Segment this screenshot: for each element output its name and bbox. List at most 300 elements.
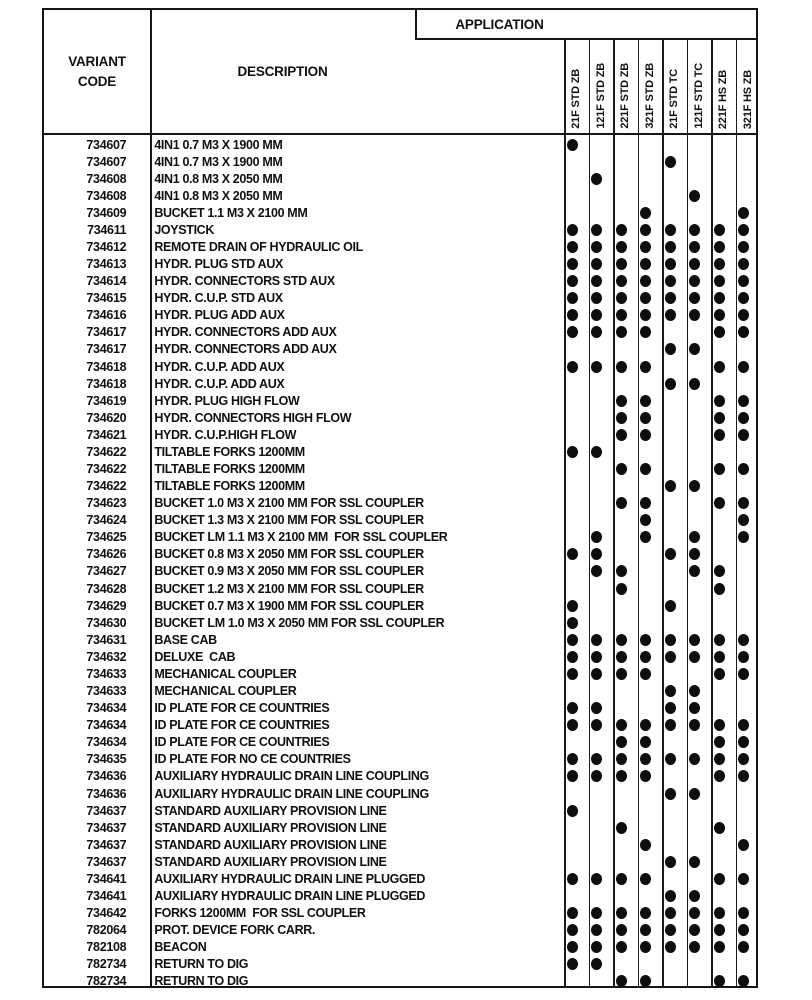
table-row: [44, 939, 756, 956]
description-cell: PROT. DEVICE FORK CARR.: [154, 923, 316, 938]
application-dot: [640, 429, 651, 441]
application-dot: [738, 275, 749, 287]
application-dot: [616, 736, 627, 748]
table-row: [44, 358, 756, 375]
application-dot: [640, 651, 651, 663]
application-dot: [616, 412, 627, 424]
application-dot: [738, 429, 749, 441]
description-cell: HYDR. CONNECTORS ADD AUX: [154, 325, 337, 340]
application-dot: [591, 258, 602, 270]
description-cell: AUXILIARY HYDRAULIC DRAIN LINE COUPLING: [154, 786, 429, 801]
application-dot: [640, 941, 651, 953]
variant-code-cell: 734641: [86, 871, 127, 886]
application-dot: [738, 719, 749, 731]
application-dot: [689, 480, 700, 492]
table-row: [44, 580, 756, 597]
application-dot: [689, 190, 700, 202]
application-dot: [738, 770, 749, 782]
variant-application-table: [42, 8, 758, 988]
variant-code-cell: 734642: [86, 906, 127, 921]
table-row: [44, 153, 756, 170]
application-dot: [738, 224, 749, 236]
application-dot: [640, 907, 651, 919]
application-dot: [689, 634, 700, 646]
application-dot: [616, 565, 627, 577]
table-row: [44, 512, 756, 529]
application-dot: [591, 309, 602, 321]
description-cell: AUXILIARY HYDRAULIC DRAIN LINE COUPLING: [154, 769, 429, 784]
application-dot: [616, 770, 627, 782]
table-row: [44, 683, 756, 700]
application-dot: [665, 548, 676, 560]
application-dot: [714, 309, 725, 321]
description-cell: MECHANICAL COUPLER: [154, 684, 297, 699]
application-dot: [616, 326, 627, 338]
description-cell: RETURN TO DIG: [154, 957, 249, 972]
application-dot: [714, 941, 725, 953]
table-row: [44, 751, 756, 768]
description-header: [150, 10, 415, 133]
application-dot: [567, 668, 578, 680]
application-dot: [567, 873, 578, 885]
application-dot: [738, 839, 749, 851]
application-dot: [591, 548, 602, 560]
table-row: [44, 256, 756, 273]
application-dot: [640, 207, 651, 219]
application-dot: [665, 275, 676, 287]
application-dot: [714, 292, 725, 304]
application-dot: [689, 702, 700, 714]
table-row: [44, 273, 756, 290]
table-row: [44, 563, 756, 580]
application-dot: [616, 395, 627, 407]
variant-code-cell: 734624: [86, 513, 127, 528]
variant-code-cell: 734633: [86, 684, 127, 699]
application-column-header: [711, 40, 736, 133]
application-dot: [591, 275, 602, 287]
application-dot: [738, 207, 749, 219]
application-dot: [665, 241, 676, 253]
application-column-header: [736, 40, 761, 133]
description-header-label: DESCRIPTION: [237, 64, 328, 79]
application-dot: [640, 736, 651, 748]
description-cell: HYDR. PLUG HIGH FLOW: [154, 393, 300, 408]
application-dot: [616, 907, 627, 919]
application-column-label: 121F STD TC: [692, 63, 705, 129]
variant-code-cell: 734634: [86, 701, 127, 716]
application-dot: [738, 668, 749, 680]
application-dot: [665, 480, 676, 492]
table-row: [44, 819, 756, 836]
application-column-header: [638, 40, 663, 133]
application-dot: [689, 241, 700, 253]
application-column-label: 221F HS ZB: [717, 69, 730, 129]
application-dot: [738, 514, 749, 526]
application-dot: [591, 361, 602, 373]
application-dot: [567, 139, 578, 151]
application-dot: [714, 753, 725, 765]
application-dot: [640, 839, 651, 851]
application-dot: [665, 685, 676, 697]
application-column-gridline: [662, 40, 664, 986]
application-dot: [567, 241, 578, 253]
table-row: [44, 529, 756, 546]
application-dot: [714, 395, 725, 407]
application-dot: [689, 753, 700, 765]
application-dot: [567, 805, 578, 817]
description-cell: BUCKET 0.8 M3 X 2050 MM FOR SSL COUPLER: [154, 547, 424, 562]
description-cell: FORKS 1200MM FOR SSL COUPLER: [154, 906, 366, 921]
variant-code-cell: 734637: [86, 803, 127, 818]
variant-code-cell: 734607: [86, 137, 127, 152]
table-row: [44, 290, 756, 307]
variant-code-header-line2: CODE: [77, 73, 117, 89]
application-dot: [640, 719, 651, 731]
application-dot: [591, 326, 602, 338]
application-dot: [591, 173, 602, 185]
variant-code-cell: 782064: [86, 923, 127, 938]
description-cell: ID PLATE FOR CE COUNTRIES: [154, 735, 330, 750]
application-dot: [567, 309, 578, 321]
variant-code-cell: 734620: [86, 410, 127, 425]
variant-code-cell: 734608: [86, 171, 127, 186]
application-dot: [640, 224, 651, 236]
application-dot: [591, 958, 602, 970]
application-column-gridline: [589, 40, 591, 986]
application-dot: [591, 873, 602, 885]
application-dot: [714, 275, 725, 287]
application-dot: [714, 412, 725, 424]
application-dot: [640, 924, 651, 936]
description-cell: HYDR. PLUG STD AUX: [154, 257, 283, 272]
application-dot: [616, 668, 627, 680]
variant-code-cell: 734611: [87, 222, 127, 237]
application-dot: [714, 326, 725, 338]
table-row: [44, 853, 756, 870]
application-dot: [738, 941, 749, 953]
application-dot: [665, 224, 676, 236]
application-header-label: APPLICATION: [455, 16, 544, 32]
variant-code-cell: 734617: [86, 342, 127, 357]
application-column-label: 321F STD ZB: [643, 63, 656, 129]
application-dot: [689, 890, 700, 902]
application-dot: [591, 668, 602, 680]
table-row: [44, 307, 756, 324]
variant-code-cell: 734623: [86, 496, 127, 511]
variant-code-cell: 734609: [86, 205, 127, 220]
application-dot: [640, 275, 651, 287]
application-dot: [665, 924, 676, 936]
table-row: [44, 665, 756, 682]
application-dot: [665, 343, 676, 355]
application-dot: [738, 497, 749, 509]
application-dot: [665, 702, 676, 714]
table-row: [44, 375, 756, 392]
variant-code-header: [44, 10, 150, 133]
description-cell: BEACON: [154, 940, 207, 955]
application-dot: [567, 907, 578, 919]
application-dot: [714, 361, 725, 373]
application-dot: [689, 924, 700, 936]
application-dot: [640, 309, 651, 321]
application-dot: [689, 378, 700, 390]
application-dot: [689, 856, 700, 868]
table-row: [44, 136, 756, 153]
table-row: [44, 956, 756, 973]
table-row: [44, 648, 756, 665]
application-column-label: 21F STD TC: [668, 69, 681, 129]
application-column-gridline: [687, 40, 689, 986]
application-dot: [567, 651, 578, 663]
application-dot: [616, 634, 627, 646]
application-dot: [689, 651, 700, 663]
application-dot: [665, 378, 676, 390]
application-dot: [567, 617, 578, 629]
description-cell: TILTABLE FORKS 1200MM: [154, 479, 305, 494]
description-cell: HYDR. C.U.P.HIGH FLOW: [154, 427, 297, 442]
application-dot: [567, 719, 578, 731]
description-cell: ID PLATE FOR NO CE COUNTRIES: [154, 752, 351, 767]
table-row: [44, 768, 756, 785]
application-dot: [616, 753, 627, 765]
description-cell: 4IN1 0.8 M3 X 2050 MM: [154, 171, 283, 186]
description-cell: JOYSTICK: [154, 222, 215, 237]
application-dot: [640, 326, 651, 338]
application-dot: [640, 873, 651, 885]
application-dot: [640, 361, 651, 373]
table-row: [44, 238, 756, 255]
variant-code-cell: 734622: [86, 444, 127, 459]
application-dot: [714, 736, 725, 748]
application-dot: [714, 668, 725, 680]
application-dot: [591, 941, 602, 953]
application-dot: [714, 258, 725, 270]
application-dot: [738, 412, 749, 424]
application-dot: [591, 924, 602, 936]
application-dot: [738, 309, 749, 321]
application-dot: [714, 975, 725, 987]
variant-code-cell: 734635: [86, 752, 127, 767]
variant-code-cell: 734618: [86, 359, 127, 374]
table-body: [44, 136, 756, 989]
description-cell: ID PLATE FOR CE COUNTRIES: [154, 701, 330, 716]
application-header-box: [415, 10, 758, 40]
application-column-label: 21F STD ZB: [570, 69, 583, 129]
application-dot: [665, 634, 676, 646]
description-cell: RETURN TO DIG: [154, 974, 249, 989]
application-dot: [567, 941, 578, 953]
variant-code-cell: 734622: [86, 462, 127, 477]
application-dot: [616, 275, 627, 287]
application-dot: [714, 463, 725, 475]
application-dot: [616, 241, 627, 253]
table-row: [44, 597, 756, 614]
variant-code-cell: 734621: [86, 427, 127, 442]
table-row: [44, 187, 756, 204]
application-dot: [640, 395, 651, 407]
application-dot: [640, 770, 651, 782]
application-dot: [714, 924, 725, 936]
application-dot: [665, 292, 676, 304]
variant-code-cell: 734633: [86, 666, 127, 681]
application-dot: [640, 258, 651, 270]
application-dot: [591, 651, 602, 663]
application-dot: [738, 975, 749, 987]
application-dot: [665, 941, 676, 953]
variant-code-cell: 734615: [86, 291, 127, 306]
application-dot: [616, 224, 627, 236]
variant-code-cell: 734632: [86, 649, 127, 664]
application-dot: [689, 309, 700, 321]
description-cell: BUCKET 0.7 M3 X 1900 MM FOR SSL COUPLER: [154, 598, 424, 613]
table-row: [44, 870, 756, 887]
application-dot: [591, 634, 602, 646]
description-cell: BUCKET 1.0 M3 X 2100 MM FOR SSL COUPLER: [154, 496, 424, 511]
description-cell: BASE CAB: [154, 632, 217, 647]
table-row: [44, 836, 756, 853]
variant-code-cell: 734634: [86, 735, 127, 750]
variant-code-cell: 734612: [86, 240, 127, 254]
application-dot: [689, 565, 700, 577]
table-row: [44, 409, 756, 426]
table-row: [44, 460, 756, 477]
description-cell: 4IN1 0.8 M3 X 2050 MM: [154, 188, 283, 203]
application-dot: [689, 907, 700, 919]
variant-code-cell: 734637: [86, 854, 127, 869]
description-cell: TILTABLE FORKS 1200MM: [154, 462, 305, 477]
application-dot: [738, 873, 749, 885]
description-cell: STANDARD AUXILIARY PROVISION LINE: [154, 820, 387, 835]
application-column-gridline: [736, 40, 738, 986]
application-dot: [689, 258, 700, 270]
application-dot: [714, 565, 725, 577]
variant-code-cell: 734631: [86, 632, 127, 647]
application-dot: [665, 651, 676, 663]
application-dot: [738, 753, 749, 765]
table-row: [44, 717, 756, 734]
application-dot: [567, 548, 578, 560]
variant-code-cell: 734630: [86, 615, 127, 630]
description-cell: STANDARD AUXILIARY PROVISION LINE: [154, 837, 387, 852]
table-row: [44, 887, 756, 904]
application-dot: [665, 719, 676, 731]
application-column-label: 321F HS ZB: [741, 69, 754, 129]
application-dot: [689, 292, 700, 304]
application-dot: [591, 770, 602, 782]
variant-code-cell: 734629: [86, 598, 127, 613]
application-dot: [640, 634, 651, 646]
variant-code-cell: 734622: [86, 479, 127, 494]
application-dot: [738, 531, 749, 543]
application-dot: [689, 224, 700, 236]
variant-code-cell: 782734: [86, 974, 127, 989]
application-dot: [591, 753, 602, 765]
description-cell: HYDR. PLUG ADD AUX: [154, 308, 285, 323]
application-dot: [567, 924, 578, 936]
application-dot: [738, 651, 749, 663]
application-dot: [591, 241, 602, 253]
application-dot: [738, 326, 749, 338]
variant-code-cell: 734616: [86, 308, 127, 323]
application-dot: [616, 309, 627, 321]
application-dot: [567, 702, 578, 714]
application-column-header: [613, 40, 638, 133]
application-dot: [616, 924, 627, 936]
description-cell: HYDR. C.U.P. ADD AUX: [154, 359, 285, 374]
application-dot: [567, 446, 578, 458]
application-dot: [640, 514, 651, 526]
table-row: [44, 973, 756, 990]
application-dot: [567, 958, 578, 970]
description-cell: AUXILIARY HYDRAULIC DRAIN LINE PLUGGED: [154, 888, 426, 903]
application-dot: [567, 326, 578, 338]
application-dot: [738, 907, 749, 919]
application-dot: [714, 634, 725, 646]
application-dot: [689, 685, 700, 697]
table-row: [44, 614, 756, 631]
application-column-header: [687, 40, 712, 133]
description-cell: STANDARD AUXILIARY PROVISION LINE: [154, 854, 387, 869]
application-dot: [567, 292, 578, 304]
application-dot: [738, 634, 749, 646]
application-dot: [714, 429, 725, 441]
description-cell: REMOTE DRAIN OF HYDRAULIC OIL: [154, 240, 363, 254]
application-column-gridline: [564, 40, 566, 986]
variant-code-cell: 734627: [86, 564, 127, 579]
application-dot: [689, 548, 700, 560]
variant-code-cell: 734608: [86, 188, 127, 203]
application-dot: [665, 788, 676, 800]
application-dot: [714, 770, 725, 782]
description-cell: BUCKET 1.2 M3 X 2100 MM FOR SSL COUPLER: [154, 581, 424, 596]
description-cell: BUCKET 0.9 M3 X 2050 MM FOR SSL COUPLER: [154, 564, 424, 579]
application-dot: [689, 788, 700, 800]
application-dot: [665, 907, 676, 919]
table-row: [44, 700, 756, 717]
description-cell: MECHANICAL COUPLER: [154, 666, 297, 681]
variant-code-header-line1: VARIANT: [68, 53, 126, 69]
variant-code-cell: 734634: [86, 718, 127, 733]
application-dot: [665, 258, 676, 270]
application-dot: [616, 873, 627, 885]
application-column-header: [589, 40, 614, 133]
application-dot: [689, 275, 700, 287]
application-dot: [665, 753, 676, 765]
application-dot: [616, 583, 627, 595]
application-dot: [616, 429, 627, 441]
application-dot: [616, 719, 627, 731]
variant-code-cell: 734619: [86, 393, 127, 408]
application-dot: [640, 497, 651, 509]
application-dot: [689, 941, 700, 953]
description-cell: ID PLATE FOR CE COUNTRIES: [154, 718, 330, 733]
description-cell: HYDR. CONNECTORS STD AUX: [154, 274, 335, 289]
application-dot: [640, 753, 651, 765]
table-row: [44, 734, 756, 751]
table-row: [44, 631, 756, 648]
table-row: [44, 546, 756, 563]
description-cell: HYDR. CONNECTORS ADD AUX: [154, 342, 337, 357]
application-dot: [738, 924, 749, 936]
variant-code-cell: 734637: [86, 837, 127, 852]
description-cell: BUCKET LM 1.1 M3 X 2100 MM FOR SSL COUPLER: [154, 530, 448, 545]
application-dot: [640, 463, 651, 475]
application-column-gridline: [711, 40, 713, 986]
application-column-gridline: [638, 40, 640, 986]
application-dot: [738, 395, 749, 407]
application-dot: [640, 668, 651, 680]
application-dot: [714, 241, 725, 253]
